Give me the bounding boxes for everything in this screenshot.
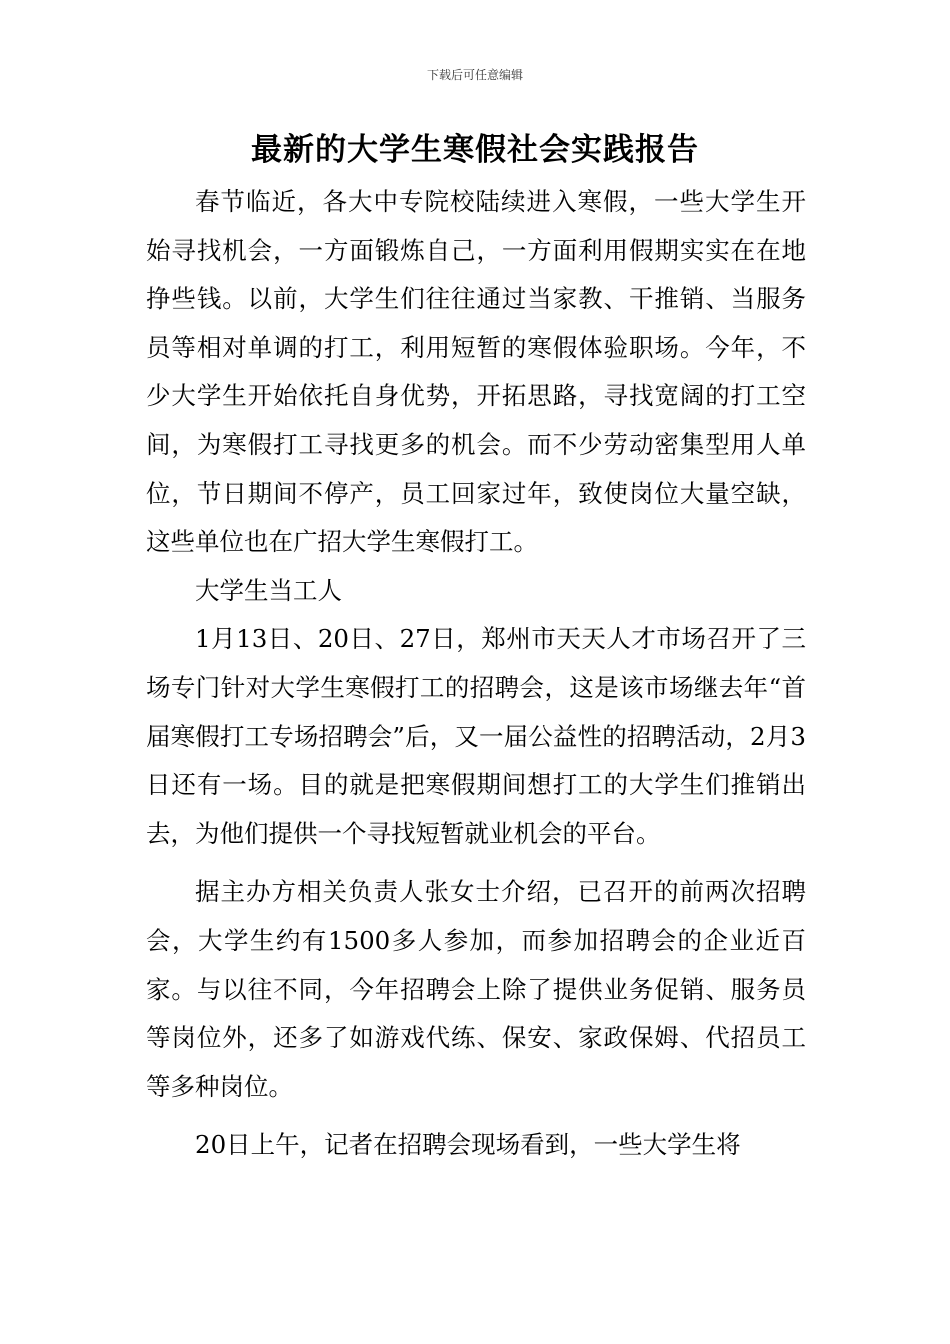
- document-title: 最新的大学生寒假社会实践报告: [251, 132, 699, 168]
- paragraph-job-fairs: 1月13日、20日、27日，郑州市天天人才市场召开了三场专门针对大学生寒假打工的招聘会，这是该市场继去年“首届寒假打工专场招聘会”后，又一届公益性的招聘活动，2月3日还有一场。目的就是把寒假期间想打工的大学生们推销出去，为他们提供一个寻找短暂就业机会的平台。: [146, 624, 806, 848]
- document-body: [146, 178, 806, 1170]
- paragraph-reporter: 20日上午，记者在招聘会现场看到，一些大学生将: [195, 1130, 741, 1160]
- page-header-note: 下载后可任意编辑: [426, 68, 523, 82]
- paragraph-organizer: 据主办方相关负责人张女士介绍，已召开的前两次招聘会，大学生约有1500多人参加，而参加招聘会的企业近百家。与以往不同，今年招聘会上除了提供业务促销、服务员等岗位外，还多了如游戏代练、保安、家政保姆、代招员工等多种岗位。: [146, 877, 806, 1101]
- section-subheading: 大学生当工人: [195, 575, 342, 605]
- paragraph-intro: 春节临近，各大中专院校陆续进入寒假，一些大学生开始寻找机会，一方面锻炼自己，一方面利用假期实实在在地挣些钱。以前，大学生们往往通过当家教、干推销、当服务员等相对单调的打工，利用短暂的寒假体验职场。今年，不少大学生开始依托自身优势，开拓思路，寻找宽阔的打工空间，为寒假打工寻找更多的机会。而不少劳动密集型用人单位，节日期间不停产，员工回家过年，致使岗位大量空缺，这些单位也在广招大学生寒假打工。: [146, 187, 806, 557]
